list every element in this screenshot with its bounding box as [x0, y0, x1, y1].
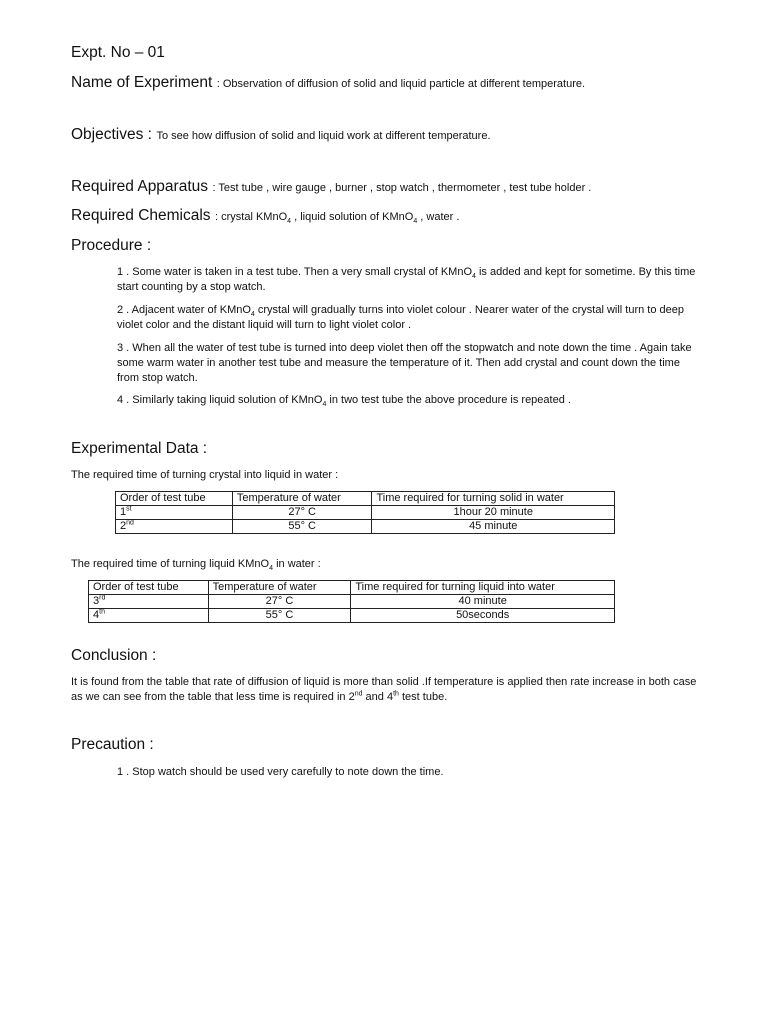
procedure-step-4: 4 . Similarly taking liquid solution of KMnO$_4$ in two test tube the above procedure is repeated . [117, 394, 571, 409]
precaution-heading: Precaution : [71, 736, 154, 753]
cell-time: 1hour 20 minute [372, 506, 615, 520]
cell-time: 50seconds [351, 609, 615, 623]
table-row [89, 595, 615, 609]
table-liquid-diffusion [88, 580, 615, 623]
cell-order: 4th [89, 609, 209, 623]
table-header-row [89, 581, 615, 595]
table-row [89, 609, 615, 623]
objectives-label: Objectives : [71, 126, 152, 143]
header-time: Time required for turning solid in water [372, 492, 615, 506]
apparatus-text: : Test tube , wire gauge , burner , stop watch , thermometer , test tube holder . [212, 182, 592, 194]
table-row [116, 520, 615, 534]
header-temperature: Temperature of water [232, 492, 372, 506]
objectives [71, 126, 491, 144]
table2-caption: The required time of turning liquid KMnO$_4$ in water : [71, 558, 321, 573]
cell-temperature: 55° C [232, 520, 372, 534]
cell-order: 3rd [89, 595, 209, 609]
table-header-row [116, 492, 615, 506]
header-temperature: Temperature of water [208, 581, 351, 595]
conclusion-text: It is found from the table that rate of diffusion of liquid is more than solid .If temperature is applied then rate increase in both case as we can see from the table that less time is required in 2nd and 4th test tube. [71, 676, 697, 703]
experiment-name-text: : Observation of diffusion of solid and liquid particle at different temperature. [216, 78, 586, 90]
procedure-step-1: 1 . Some water is taken in a test tube. Then a very small crystal of KMnO$_4$ is added and kept for sometime. By this time start counting by a stop watch. [117, 266, 696, 293]
header-order: Order of test tube [116, 492, 233, 506]
header-time: Time required for turning liquid into water [351, 581, 615, 595]
cell-time: 40 minute [351, 595, 615, 609]
chemicals-text: : crystal KMnO$_4$ , liquid solution of KMnO$_4$ , water . [215, 211, 460, 226]
cell-time: 45 minute [372, 520, 615, 534]
experiment-name-label: Name of Experiment [71, 74, 213, 91]
procedure-step-3: 3 . When all the water of test tube is turned into deep violet then off the stopwatch and note down the time . Again take some warm water in another test tube and measure the temperature of it. Then add crystal and count down the time from stop watch. [117, 342, 692, 384]
conclusion-heading: Conclusion : [71, 647, 157, 664]
chemicals [71, 207, 459, 225]
cell-temperature: 55° C [208, 609, 351, 623]
cell-temperature: 27° C [208, 595, 351, 609]
header-order: Order of test tube [89, 581, 209, 595]
apparatus-label: Required Apparatus [71, 178, 209, 195]
procedure-heading: Procedure : [71, 237, 152, 254]
table1-caption: The required time of turning crystal into liquid in water : [71, 469, 339, 481]
precaution-item-1: 1 . Stop watch should be used very carefully to note down the time. [117, 766, 444, 778]
chemicals-label: Required Chemicals [71, 207, 211, 224]
expt-number: Expt. No – 01 [71, 44, 165, 61]
experimental-heading: Experimental Data : [71, 440, 208, 457]
cell-order: 2nd [116, 520, 233, 534]
table-solid-diffusion [115, 491, 615, 534]
cell-temperature: 27° C [232, 506, 372, 520]
experiment-name [71, 74, 585, 92]
objectives-text: To see how diffusion of solid and liquid work at different temperature. [156, 130, 491, 142]
cell-order: 1st [116, 506, 233, 520]
apparatus [71, 178, 591, 196]
table-row [116, 506, 615, 520]
procedure-step-2: 2 . Adjacent water of KMnO$_4$ crystal will gradually turns into violet colour . Nearer water of the crystal will turn to deep violet color and the distant liquid will turn to light violet color . [117, 304, 684, 331]
